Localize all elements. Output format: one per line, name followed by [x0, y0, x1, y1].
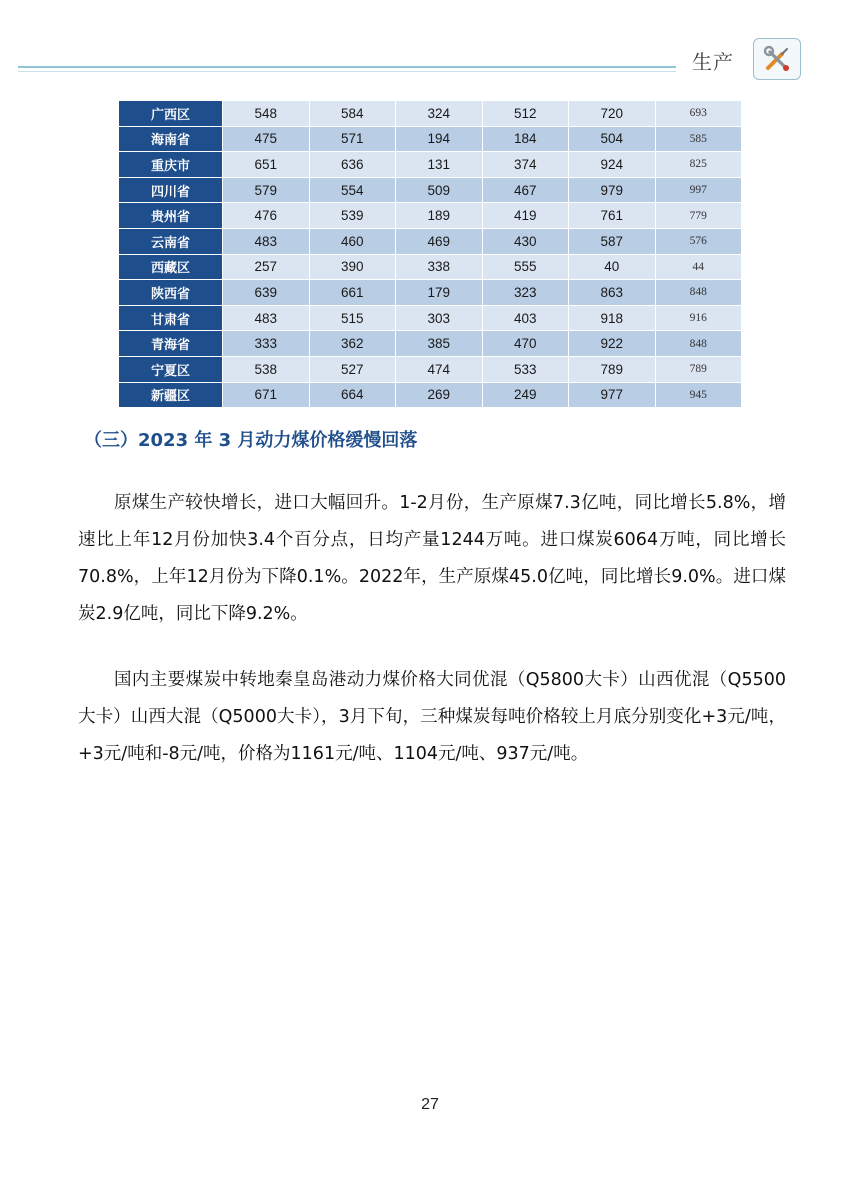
- value-cell: 469: [396, 228, 483, 254]
- value-cell: 483: [223, 305, 310, 331]
- value-cell: 403: [482, 305, 569, 331]
- value-cell: 576: [655, 228, 742, 254]
- value-cell: 918: [569, 305, 656, 331]
- value-cell: 789: [655, 356, 742, 382]
- value-cell: 390: [309, 254, 396, 280]
- value-cell: 555: [482, 254, 569, 280]
- value-cell: 509: [396, 177, 483, 203]
- value-cell: 863: [569, 280, 656, 306]
- table-row: [119, 305, 742, 331]
- table-row: [119, 356, 742, 382]
- value-cell: 924: [569, 152, 656, 178]
- value-cell: 249: [482, 382, 569, 408]
- value-cell: 385: [396, 331, 483, 357]
- value-cell: 848: [655, 280, 742, 306]
- value-cell: 539: [309, 203, 396, 229]
- value-cell: 184: [482, 126, 569, 152]
- table-row: [119, 382, 742, 408]
- value-cell: 579: [223, 177, 310, 203]
- table-row: [119, 177, 742, 203]
- region-cell: 西藏区: [119, 254, 223, 280]
- value-cell: 269: [396, 382, 483, 408]
- value-cell: 693: [655, 101, 742, 127]
- header-title: 生产: [692, 50, 734, 74]
- value-cell: 916: [655, 305, 742, 331]
- region-cell: 青海省: [119, 331, 223, 357]
- value-cell: 639: [223, 280, 310, 306]
- region-cell: 四川省: [119, 177, 223, 203]
- value-cell: 720: [569, 101, 656, 127]
- value-cell: 467: [482, 177, 569, 203]
- value-cell: 131: [396, 152, 483, 178]
- page-number: 27: [421, 1096, 439, 1113]
- value-cell: 460: [309, 228, 396, 254]
- tools-icon-box: [753, 38, 801, 80]
- region-cell: 海南省: [119, 126, 223, 152]
- value-cell: 548: [223, 101, 310, 127]
- value-cell: 475: [223, 126, 310, 152]
- header-rule-thin: [18, 71, 676, 72]
- table-row: [119, 331, 742, 357]
- region-cell: 广西区: [119, 101, 223, 127]
- value-cell: 430: [482, 228, 569, 254]
- value-cell: 779: [655, 203, 742, 229]
- value-cell: 374: [482, 152, 569, 178]
- table-row: [119, 152, 742, 178]
- value-cell: 848: [655, 331, 742, 357]
- section-heading: （三）2023 年 3 月动力煤价格缓慢回落: [84, 430, 418, 451]
- value-cell: 362: [309, 331, 396, 357]
- tools-icon: [762, 44, 792, 74]
- value-cell: 303: [396, 305, 483, 331]
- value-cell: 671: [223, 382, 310, 408]
- value-cell: 419: [482, 203, 569, 229]
- value-cell: 40: [569, 254, 656, 280]
- value-cell: 527: [309, 356, 396, 382]
- coal-data-table: [118, 100, 742, 408]
- value-cell: 587: [569, 228, 656, 254]
- table-row: [119, 228, 742, 254]
- value-cell: 977: [569, 382, 656, 408]
- value-cell: 636: [309, 152, 396, 178]
- value-cell: 338: [396, 254, 483, 280]
- value-cell: 789: [569, 356, 656, 382]
- value-cell: 515: [309, 305, 396, 331]
- table-row: [119, 254, 742, 280]
- value-cell: 651: [223, 152, 310, 178]
- table-row: [119, 101, 742, 127]
- value-cell: 538: [223, 356, 310, 382]
- value-cell: 825: [655, 152, 742, 178]
- value-cell: 333: [223, 331, 310, 357]
- value-cell: 476: [223, 203, 310, 229]
- region-cell: 甘肃省: [119, 305, 223, 331]
- region-cell: 贵州省: [119, 203, 223, 229]
- value-cell: 194: [396, 126, 483, 152]
- value-cell: 922: [569, 331, 656, 357]
- region-cell: 陕西省: [119, 280, 223, 306]
- value-cell: 979: [569, 177, 656, 203]
- value-cell: 554: [309, 177, 396, 203]
- value-cell: 179: [396, 280, 483, 306]
- value-cell: 997: [655, 177, 742, 203]
- value-cell: 661: [309, 280, 396, 306]
- value-cell: 189: [396, 203, 483, 229]
- value-cell: 512: [482, 101, 569, 127]
- value-cell: 324: [396, 101, 483, 127]
- value-cell: 470: [482, 331, 569, 357]
- value-cell: 945: [655, 382, 742, 408]
- value-cell: 483: [223, 228, 310, 254]
- paragraph-price: 国内主要煤炭中转地秦皇岛港动力煤价格大同优混（Q5800大卡）山西优混（Q5500大卡）山西大混（Q5000大卡），3月下旬，三种煤炭每吨价格较上月底分别变化+3元/吨，+3元/吨和-8元/吨，价格为1161元/吨、1104元/吨、937元/吨。: [78, 670, 786, 764]
- region-cell: 宁夏区: [119, 356, 223, 382]
- table-row: [119, 126, 742, 152]
- region-cell: 新疆区: [119, 382, 223, 408]
- region-cell: 云南省: [119, 228, 223, 254]
- value-cell: 664: [309, 382, 396, 408]
- region-cell: 重庆市: [119, 152, 223, 178]
- value-cell: 44: [655, 254, 742, 280]
- value-cell: 474: [396, 356, 483, 382]
- value-cell: 584: [309, 101, 396, 127]
- table-row: [119, 203, 742, 229]
- value-cell: 533: [482, 356, 569, 382]
- value-cell: 585: [655, 126, 742, 152]
- value-cell: 761: [569, 203, 656, 229]
- value-cell: 257: [223, 254, 310, 280]
- value-cell: 504: [569, 126, 656, 152]
- value-cell: 323: [482, 280, 569, 306]
- value-cell: 571: [309, 126, 396, 152]
- header-rule: [18, 66, 676, 68]
- paragraph-production: 原煤生产较快增长，进口大幅回升。1-2月份，生产原煤7.3亿吨，同比增长5.8%，增速比上年12月份加快3.4个百分点，日均产量1244万吨。进口煤炭6064万吨，同比增长70.8%，上年12月份为下降0.1%。2022年，生产原煤45.0亿吨，同比增长9.0%。进口煤炭2.9亿吨，同比下降9.2%。: [78, 493, 786, 624]
- table-row: [119, 280, 742, 306]
